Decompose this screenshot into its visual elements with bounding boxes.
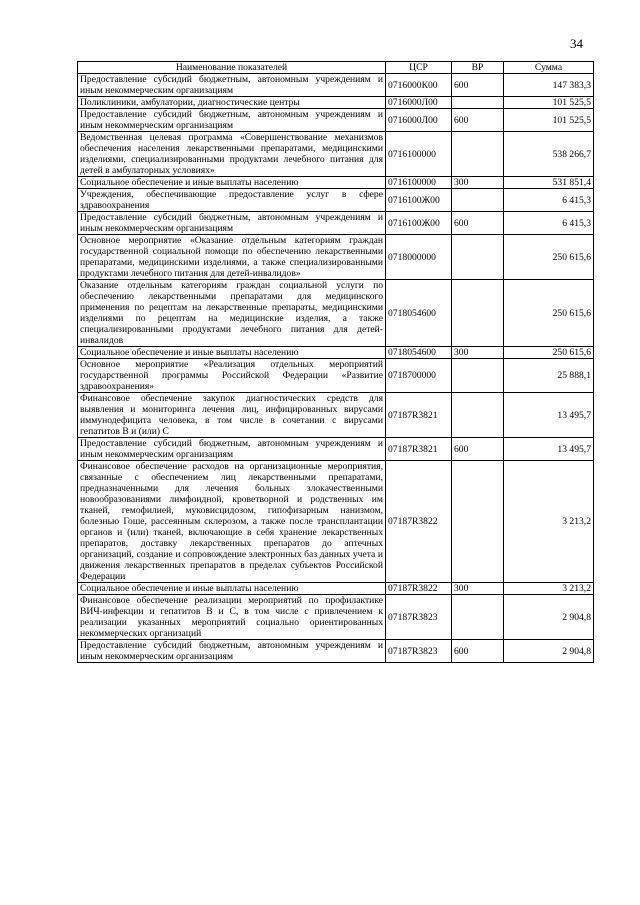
cell-name: Учреждения, обеспечивающие предоставление услуг в сфере здравоохранения [78,189,386,212]
table-row [78,74,594,97]
cell-name: Социальное обеспечение и иные выплаты населению [78,583,386,595]
table-row [78,438,594,461]
table-row [78,132,594,177]
cell-vr [452,189,504,212]
header-row [78,62,594,74]
cell-sum: 2 904,8 [504,595,594,640]
cell-csr: 07187R3823 [386,595,452,640]
cell-name: Финансовое обеспечение закупок диагностических средств для выявления и мониторинга лечения лиц, инфицированных вирусами иммунодефицита человека, в том числе в сочетании с вирусами гепатитов В и (или) С [78,393,386,438]
cell-csr: 0718700000 [386,359,452,393]
cell-vr: 600 [452,438,504,461]
cell-name: Оказание отдельным категориям граждан социальной услуги по обеспечению лекарственными препаратами для медицинского применения по рецептам на лекарственные препараты, медицинскими изделиями по рецептам на медицинские изделия, а также специализированными продуктами лечебного питания для детей-инвалидов [78,280,386,347]
cell-sum: 250 615,6 [504,347,594,359]
cell-csr: 0718054600 [386,347,452,359]
table-row [78,359,594,393]
cell-sum: 6 415,3 [504,212,594,235]
header-csr: ЦСР [386,62,452,74]
table-row [78,595,594,640]
table-row [78,347,594,359]
cell-csr: 0718000000 [386,235,452,280]
cell-csr: 0716100000 [386,177,452,189]
cell-vr: 600 [452,212,504,235]
table-header [78,62,594,74]
header-sum: Сумма [504,62,594,74]
cell-vr: 300 [452,583,504,595]
cell-name: Социальное обеспечение и иные выплаты населению [78,347,386,359]
cell-csr: 0716000Л00 [386,109,452,132]
cell-sum: 101 525,5 [504,109,594,132]
cell-sum: 3 213,2 [504,583,594,595]
cell-csr: 0716000Л00 [386,97,452,109]
cell-vr [452,132,504,177]
cell-vr [452,359,504,393]
cell-vr [452,97,504,109]
table-row [78,212,594,235]
table-row [78,640,594,663]
cell-vr [452,280,504,347]
cell-sum: 101 525,5 [504,97,594,109]
cell-sum: 538 266,7 [504,132,594,177]
cell-vr: 300 [452,347,504,359]
table-row [78,177,594,189]
cell-csr: 0716100Ж00 [386,189,452,212]
cell-vr [452,235,504,280]
cell-csr: 0716100000 [386,132,452,177]
cell-sum: 531 851,4 [504,177,594,189]
cell-csr: 0716100Ж00 [386,212,452,235]
cell-csr: 07187R3823 [386,640,452,663]
cell-csr: 07187R3822 [386,583,452,595]
cell-name: Предоставление субсидий бюджетным, автономным учреждениям и иным некоммерческим организациям [78,109,386,132]
table-row [78,280,594,347]
cell-csr: 07187R3821 [386,438,452,461]
page-number: 34 [570,36,583,51]
cell-sum: 6 415,3 [504,189,594,212]
cell-sum: 250 615,6 [504,235,594,280]
cell-name: Основное мероприятие «Оказание отдельным категориям граждан государственной социальной помощи по обеспечению лекарственными препаратами, медицинскими изделиями, а также специализированными продуктами лечебного питания для детей-инвалидов» [78,235,386,280]
cell-vr: 600 [452,109,504,132]
cell-vr [452,461,504,583]
cell-sum: 13 495,7 [504,438,594,461]
cell-sum: 147 383,3 [504,74,594,97]
cell-sum: 3 213,2 [504,461,594,583]
cell-sum: 13 495,7 [504,393,594,438]
cell-vr [452,595,504,640]
table-row [78,461,594,583]
budget-table [77,61,594,663]
cell-vr: 300 [452,177,504,189]
cell-name: Предоставление субсидий бюджетным, автономным учреждениям и иным некоммерческим организациям [78,212,386,235]
cell-name: Социальное обеспечение и иные выплаты населению [78,177,386,189]
header-name: Наименование показателей [78,62,386,74]
cell-name: Предоставление субсидий бюджетным, автономным учреждениям и иным некоммерческим организациям [78,438,386,461]
cell-name: Поликлиники, амбулатории, диагностические центры [78,97,386,109]
cell-csr: 0716000К00 [386,74,452,97]
cell-name: Предоставление субсидий бюджетным, автономным учреждениям и иным некоммерческим организациям [78,640,386,663]
cell-sum: 2 904,8 [504,640,594,663]
cell-csr: 0718054600 [386,280,452,347]
cell-name: Финансовое обеспечение реализации мероприятий по профилактике ВИЧ-инфекции и гепатитов В и С, в том числе с привлечением к реализации указанных мероприятий социально ориентированных некоммерческих организаций [78,595,386,640]
table-row [78,189,594,212]
table-row [78,109,594,132]
cell-name: Основное мероприятие «Реализация отдельных мероприятий государственной программы Российской Федерации «Развитие здравоохранения» [78,359,386,393]
table-body [78,74,594,663]
table-row [78,393,594,438]
header-vr: ВР [452,62,504,74]
cell-vr: 600 [452,640,504,663]
cell-sum: 25 888,1 [504,359,594,393]
cell-name: Финансовое обеспечение расходов на организационные мероприятия, связанные с обеспечением лиц лекарственными препаратами, предназначенными для лечения больных злокачественными новообразованиями лимфоидной, кроветворной и родственных им тканей, гемофилией, муковисцидозом, гипофизарным нанизмом, болезнью Гоше, рассеянным склерозом, а также после трансплантации органов и (или) тканей, включающие в себя хранение лекарственных препаратов, доставку лекарственных препаратов до аптечных организаций, создание и сопровождение электронных баз данных учета и движения лекарственных препаратов в пределах субъектов Российской Федерации [78,461,386,583]
cell-name: Ведомственная целевая программа «Совершенствование механизмов обеспечения населения лекарственными препаратами, медицинскими изделиями, специализированными продуктами лечебного питания для детей в амбулаторных условиях» [78,132,386,177]
cell-vr [452,393,504,438]
table-row [78,97,594,109]
cell-csr: 07187R3822 [386,461,452,583]
cell-csr: 07187R3821 [386,393,452,438]
table-row [78,583,594,595]
cell-sum: 250 615,6 [504,280,594,347]
cell-name: Предоставление субсидий бюджетным, автономным учреждениям и иным некоммерческим организациям [78,74,386,97]
cell-vr: 600 [452,74,504,97]
table-row [78,235,594,280]
